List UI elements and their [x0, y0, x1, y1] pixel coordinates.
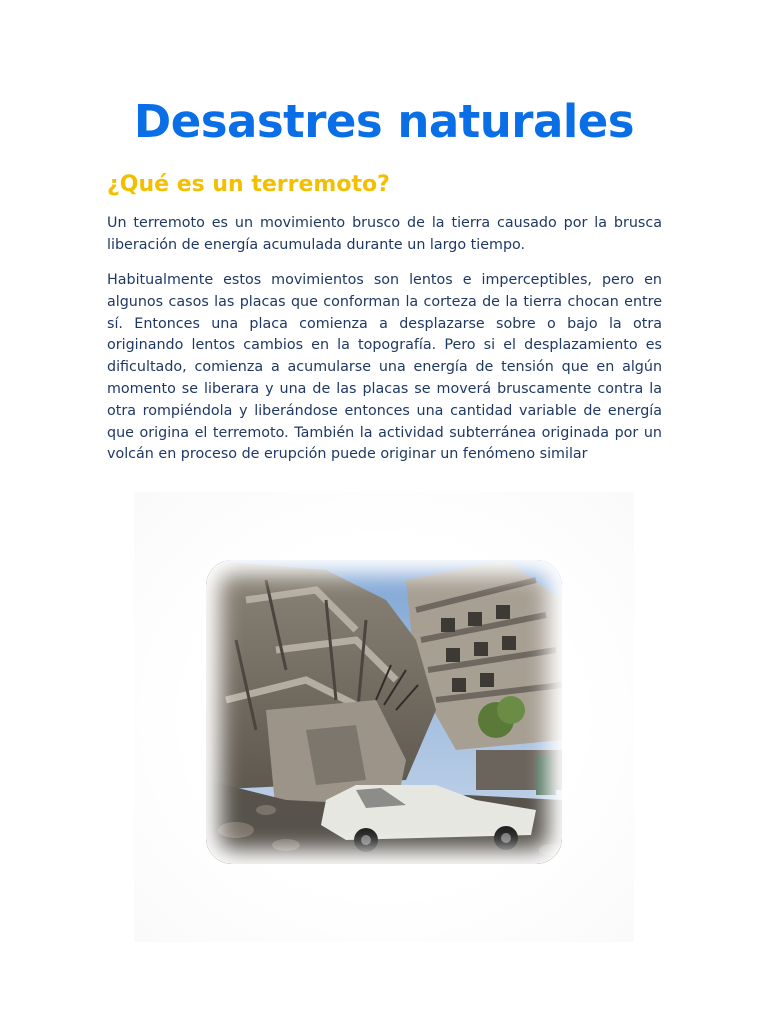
- section-heading: ¿Qué es un terremoto?: [107, 172, 390, 197]
- paragraph-2: Habitualmente estos movimientos son lentos e imperceptibles, pero en algunos casos las placas que conforman la corteza de la tierra chocan entre sí. Entonces una placa comienza a desplazarse sobre o bajo la otra originando lentos cambios en la topografía. Pero si el desplazamiento es dificultado, comienza a acumularse una energía de tensión que en algún momento se liberara y una de las placas se moverá bruscamente contra la otra rompiéndola y liberándose entonces una cantidad variable de energía que origina el terremoto. También la actividad subterránea originada por un volcán en proceso de erupción puede originar un fenómeno similar: [107, 272, 662, 463]
- earthquake-rubble-photo: [206, 560, 562, 864]
- paragraph-1: Un terremoto es un movimiento brusco de la tierra causado por la brusca liberación de energía acumulada durante un largo tiempo.: [107, 215, 662, 253]
- document-title: Desastres naturales: [133, 95, 635, 148]
